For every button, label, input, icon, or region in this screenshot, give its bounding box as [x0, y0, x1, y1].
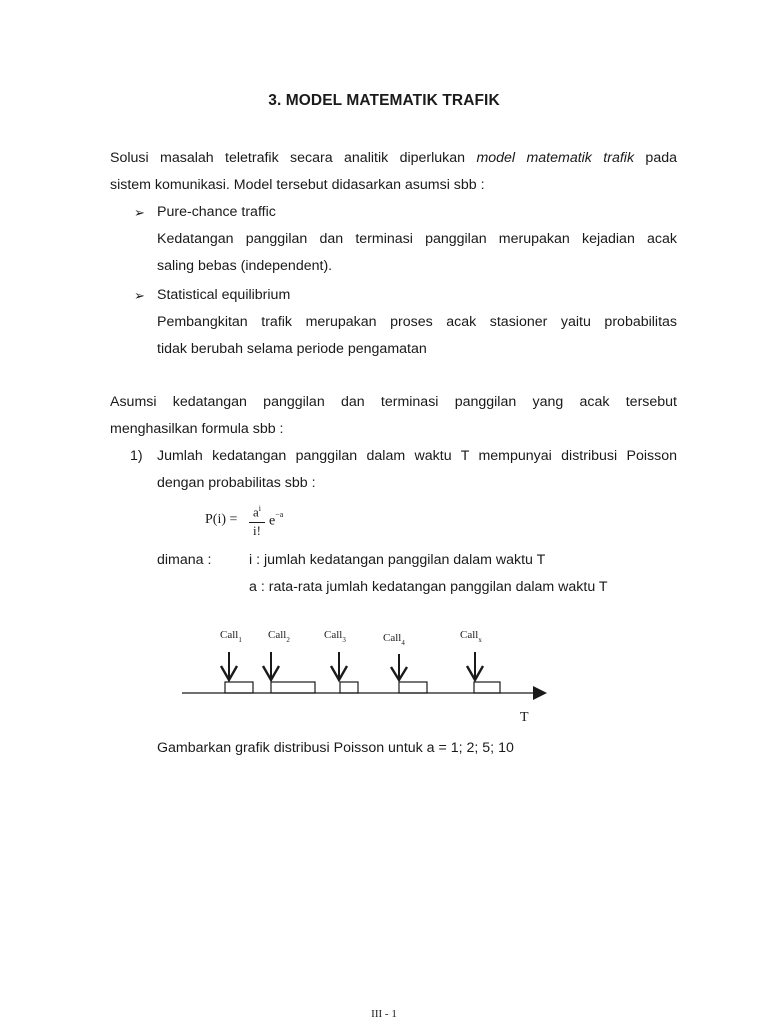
holding-time-box [271, 682, 315, 693]
item-text: dengan probabilitas sbb : [157, 475, 316, 491]
intro-line-1 [110, 145, 677, 172]
intro-text: Solusi masalah teletrafik secara analitik diperlukan [110, 150, 477, 166]
holding-time-box [340, 682, 358, 693]
formula-denominator: i! [253, 523, 261, 538]
holding-time-box [474, 682, 500, 693]
holding-time-box [399, 682, 427, 693]
arrival-arrow-icon [263, 652, 279, 680]
formula-lhs: P(i) = [205, 512, 238, 527]
formula-exp-power: −a [275, 510, 284, 519]
assumption-line-2: menghasilkan formula sbb : [110, 421, 284, 437]
time-axis-label: T [520, 710, 529, 725]
arrow-bullet-icon: ➢ [134, 205, 145, 220]
holding-time-box [225, 682, 253, 693]
definitions-label: dimana : [157, 552, 212, 568]
arrow-bullet-icon: ➢ [134, 288, 145, 303]
definition-i: i : jumlah kedatangan panggilan dalam waktu T [249, 552, 546, 568]
bullet-text: Pembangkitan trafik merupakan proses acak stasioner yaitu probabilitas [157, 314, 677, 330]
intro-text-end: pada [634, 150, 677, 166]
bullet-heading: Pure-chance traffic [157, 204, 276, 220]
arrival-arrow-icon [391, 654, 407, 680]
bullet-text: saling bebas (independent). [157, 258, 333, 274]
intro-emphasis: model matematik trafik [476, 150, 635, 166]
bullet-text: tidak berubah selama periode pengamatan [157, 341, 427, 357]
axis-arrowhead-icon [533, 686, 547, 700]
call-arrival-diagram [175, 622, 555, 732]
arrival-arrow-icon [221, 652, 237, 680]
formula-num-base: a [252, 504, 259, 520]
exercise-caption: Gambarkan grafik distribusi Poisson untuk a = 1; 2; 5; 10 [157, 740, 514, 756]
assumption-line-1: Asumsi kedatangan panggilan dan terminasi panggilan yang acak tersebut [110, 394, 677, 410]
page-title: 3. MODEL MATEMATIK TRAFIK [268, 92, 500, 109]
formula-exponential [269, 512, 283, 530]
call-label: Call$_1$ [220, 629, 242, 644]
definition-a: a : rata-rata jumlah kedatangan panggilan dalam waktu T [249, 579, 608, 595]
formula-numerator [249, 504, 265, 520]
call-label: Call$_x$ [460, 629, 482, 644]
call-label: Call$_4$ [383, 632, 405, 647]
intro-line-2: sistem komunikasi. Model tersebut didasarkan asumsi sbb : [110, 177, 485, 193]
formula-exp-base: e [269, 513, 276, 529]
arrival-arrow-icon [467, 652, 483, 680]
bullet-heading: Statistical equilibrium [157, 287, 291, 303]
call-label: Call$_3$ [324, 629, 346, 644]
item-text: Jumlah kedatangan panggilan dalam waktu T mempunyai distribusi Poisson [157, 448, 677, 464]
arrival-arrow-icon [331, 652, 347, 680]
bullet-text: Kedatangan panggilan dan terminasi panggilan merupakan kejadian acak [157, 231, 677, 247]
formula-num-exp: i [258, 504, 261, 513]
item-number: 1) [130, 448, 143, 464]
page-number: III - 1 [371, 1008, 397, 1020]
call-label: Call$_2$ [268, 629, 290, 644]
